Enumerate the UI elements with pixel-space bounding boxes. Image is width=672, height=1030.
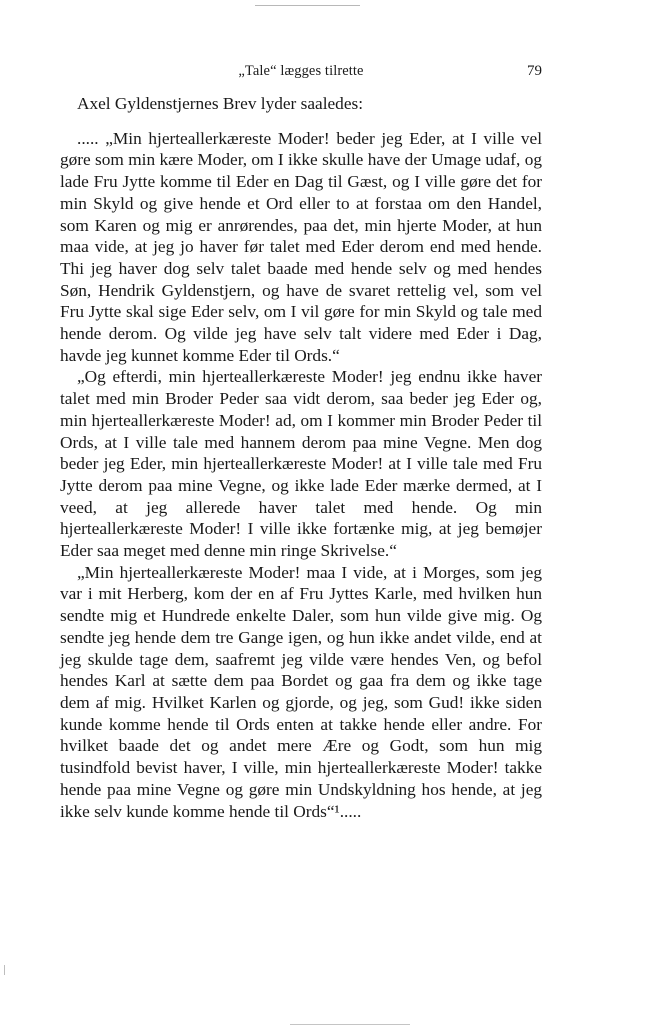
running-header [60,63,542,83]
scan-edge-mark-left [4,965,5,975]
scan-edge-line-top [255,5,360,6]
paragraph-letter-2: „Og efterdi, min hjerteallerkæreste Moder! jeg endnu ikke haver talet med min Broder Peder saa vidt derom, saa beder jeg Eder og, min hjerteallerkæreste Moder! ad, om I kommer min Broder Peder til Ords, at I ville tale med hannem derom paa mine Vegne. Men dog beder jeg Eder, min hjerteallerkæreste Moder! at I ville tale med Fru Jytte derom paa mine Vegne, og ikke lade Eder mærke dermed, at I veed, at jeg allerede haver talet med hende. Og min hjerteallerkæreste Moder! I ville ikke fortænke mig, at jeg bemøjer Eder saa meget med denne min ringe Skrivelse.“ [60,367,542,561]
scan-edge-line-bottom [290,1024,410,1025]
paragraph-letter-3: „Min hjerteallerkæreste Moder! maa I vide, at i Morges, som jeg var i mit Herberg, kom der en af Fru Jyttes Karle, med hvilken hun sendte mig et Hundrede enkelte Daler, som hun vilde give mig. Og sendte jeg hende dem tre Gange igen, og hun ikke andet vilde, end at jeg skulde tage dem, saafremt jeg vilde være hendes Ven, og befol hendes Karl at sætte dem paa Bordet og gaa fra dem og ikke tage dem af mig. Hvilket Karlen og gjorde, og jeg, som Gud! ikke siden kunde komme hende til Ords enten at takke hende eller andre. For hvilket baade det og andet mere Ære og Godt, som hun mig tusindfold bevist haver, I ville, min hjerteallerkæreste Moder! takke hende paa mine Vegne og gøre min Undskyldning hos hende, at jeg ikke selv kunde komme hende til Ords“¹..... [60,562,542,821]
paragraph-letter-1: ..... „Min hjerteallerkæreste Moder! beder jeg Eder, at I ville vel gøre som min kære Moder, om I ikke skulle have der Umage udaf, og lade Fru Jytte komme til Eder en Dag til Gæst, og I ville gøre det for min Skyld og give hende et Ord eller to at forstaa om den Handel, som Karen og mig er anrørendes, paa det, min hjerte Moder, at hun maa vide, at jeg jo haver før talet med Eder derom end med hende. Thi jeg haver dog selv talet baade med hende selv og med hendes Søn, Hendrik Gyldenstjern, og have de svaret rettelig vel, som vel Fru Jytte skal sige Eder selv, om I vil gøre for min Skyld og tale med hende derom. Og vilde jeg have selv talt videre med Eder i Dag, havde jeg kunnet komme Eder til Ords.“ [60,128,542,365]
paragraph-intro: Axel Gyldenstjernes Brev lyder saaledes: [77,94,364,113]
running-title: „Tale“ lægges tilrette [238,63,364,79]
body-text [60,93,542,822]
page-number: 79 [527,63,542,79]
